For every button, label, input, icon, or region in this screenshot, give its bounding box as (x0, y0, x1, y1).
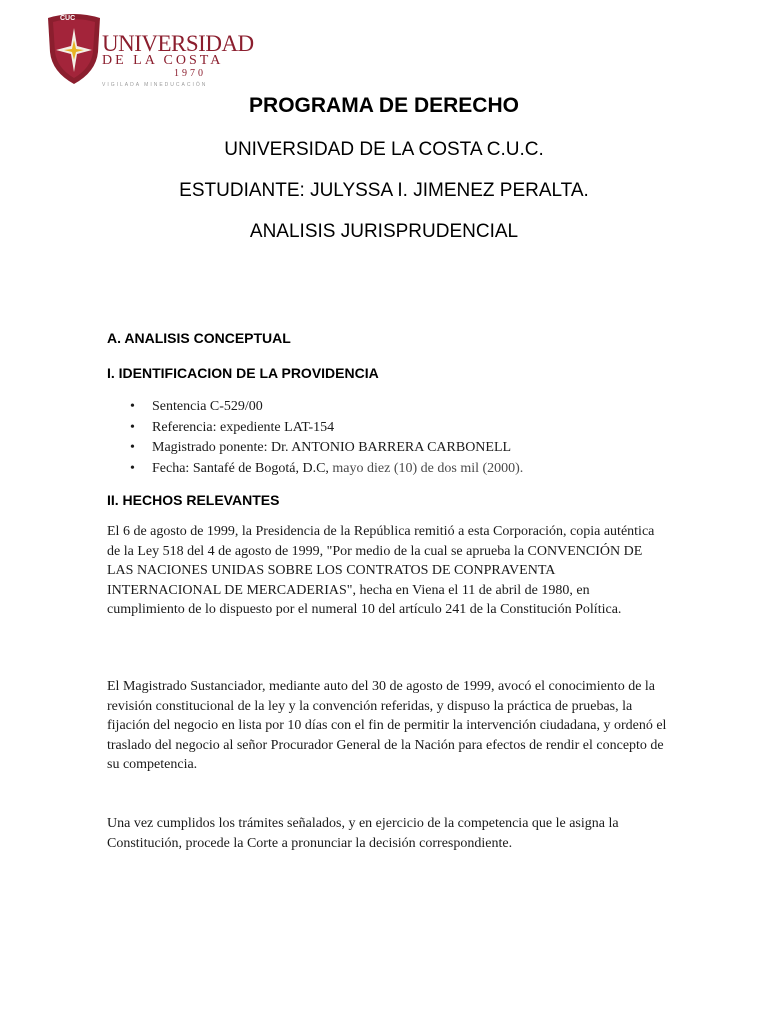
page-title: PROGRAMA DE DERECHO (249, 94, 519, 117)
logo-name-line2: DE LA COSTA (102, 53, 224, 68)
identification-list (108, 397, 523, 479)
list-item-date (108, 459, 523, 480)
shield-icon (44, 12, 104, 88)
list-item: • Magistrado ponente: Dr. ANTONIO BARRERA CARBONELL (108, 438, 523, 459)
list-item: • Referencia: expediente LAT-154 (108, 418, 523, 439)
section-i-heading: I. IDENTIFICACION DE LA PROVIDENCIA (107, 365, 379, 381)
student-name: ESTUDIANTE: JULYSSA I. JIMENEZ PERALTA. (179, 180, 589, 201)
document-subject: ANALISIS JURISPRUDENCIAL (249, 221, 519, 242)
logo-badge-text: CUC (60, 15, 76, 22)
logo-name-line1: UNIVERSIDAD (102, 31, 254, 56)
university-name: UNIVERSIDAD DE LA COSTA C.U.C. (224, 139, 544, 160)
date-label: Fecha: Santafé de Bogotá, D.C, (152, 460, 329, 476)
date-value: mayo diez (10) de dos mil (2000). (328, 460, 524, 476)
logo-tagline: VIGILADA MINEDUCACIÓN (102, 82, 208, 88)
university-logo (44, 12, 254, 92)
facts-paragraph-1: El 6 de agosto de 1999, la Presidencia de la República remitió a esta Corporación, copia auténtica de la Ley 518 del 4 de agosto de 1999, "Por medio de la cual se aprueba la CONVENCIÓN DE LAS NACIONES UNIDAS SOBRE LOS CONTRATOS DE CONPRAVENTA INTERNACIONAL DE MERCADERIAS", hecha en Viena el 11 de abril de 1980, en cumplimiento de lo dispuesto por el numeral 10 del artículo 241 de la Constitución Política. (107, 524, 655, 617)
facts-paragraph-2: El Magistrado Sustanciador, mediante auto del 30 de agosto de 1999, avocó el conocimiento de la revisión constitucional de la ley y la convención referidas, y dispuso la práctica de pruebas, la fijación del negocio en lista por 10 días con el fin de permitir la intervención ciudadana, y ordenó el traslado del negocio al señor Procurador General de la Nación para efectos de rendir el concepto de su competencia. (107, 679, 667, 772)
facts-paragraph-3: Una vez cumplidos los trámites señalados, y en ejercicio de la competencia que le asigna la Constitución, procede la Corte a pronunciar la decisión correspondiente. (107, 816, 619, 851)
section-a-heading: A. ANALISIS CONCEPTUAL (107, 330, 291, 346)
section-ii-heading: II. HECHOS RELEVANTES (107, 492, 280, 508)
list-item: • Sentencia C-529/00 (108, 397, 523, 418)
logo-year: 1970 (174, 68, 206, 79)
